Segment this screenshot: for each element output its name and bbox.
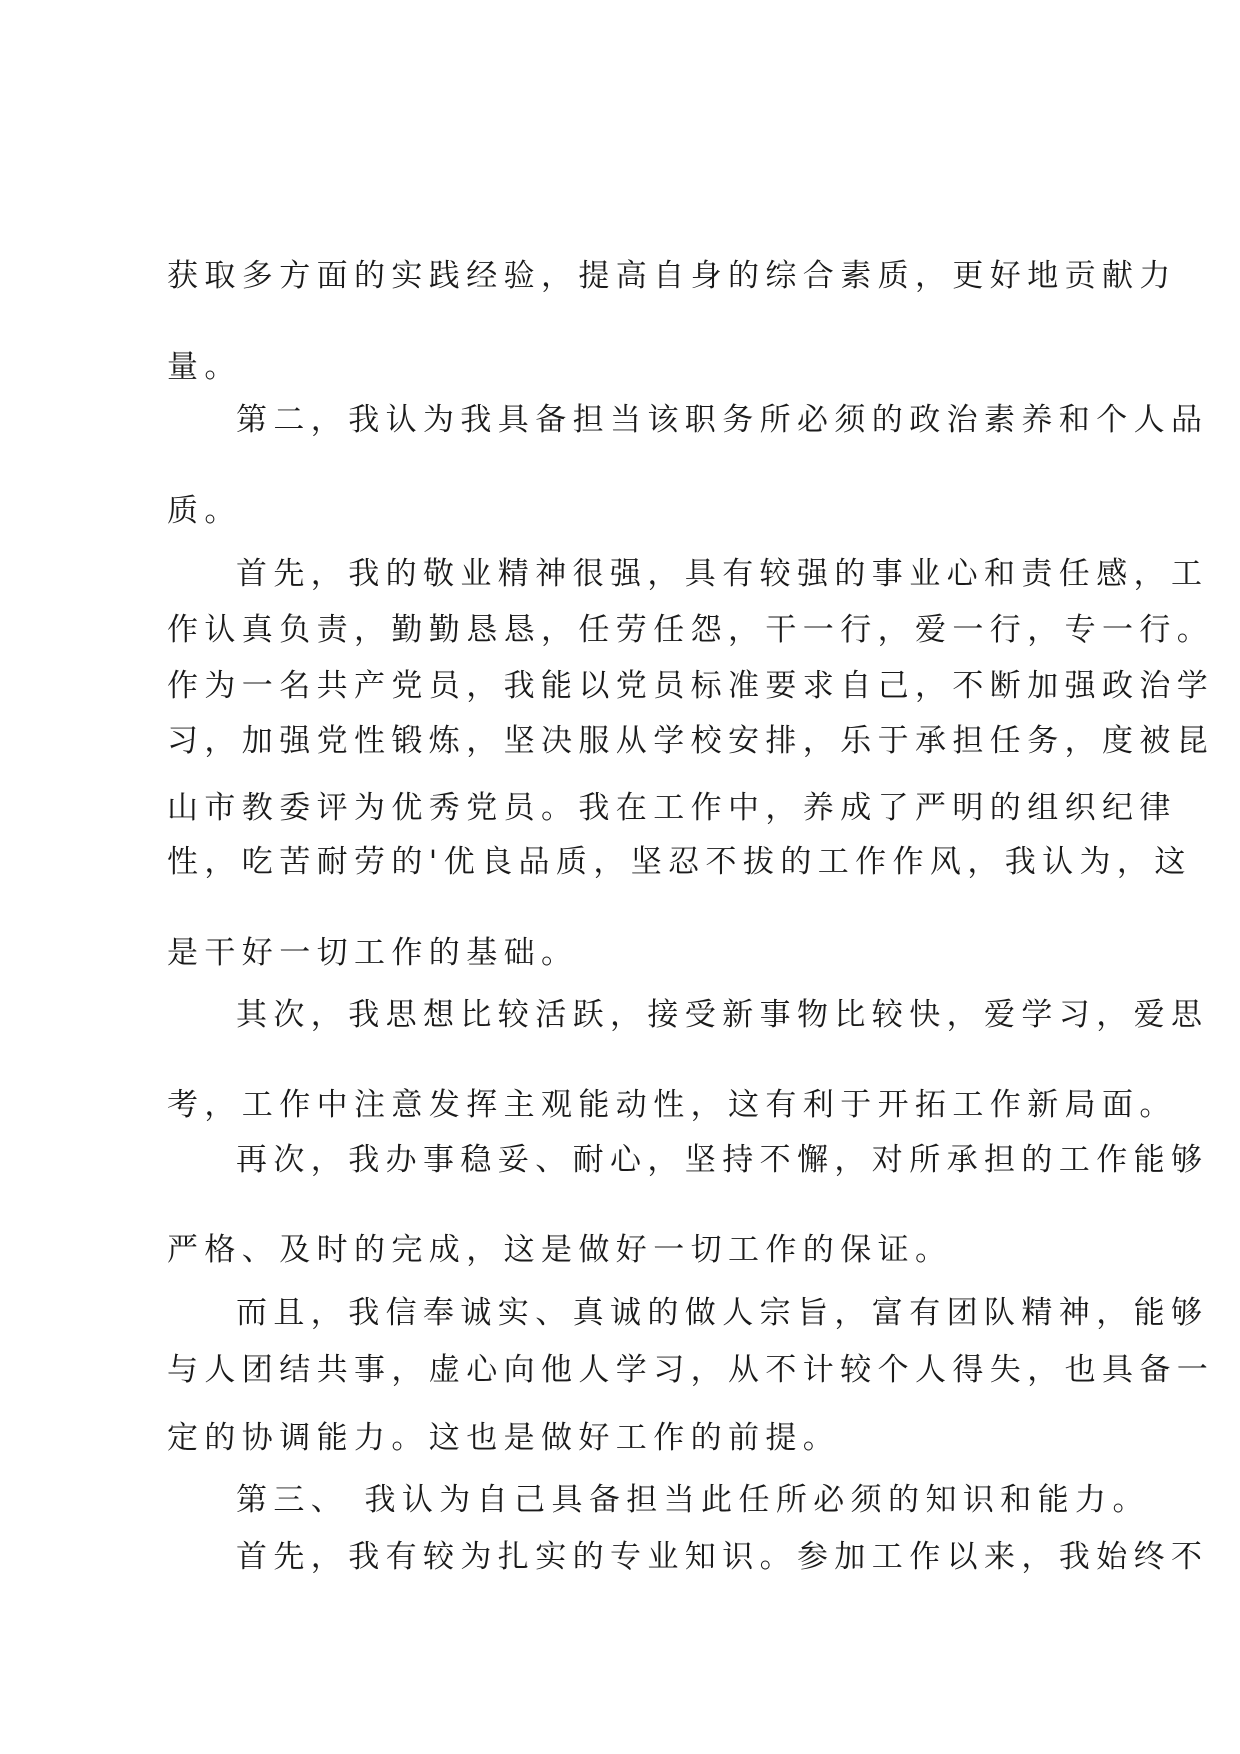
text-line-19: 第三、 我认为自己具备担当此任所必须的知识和能力。: [236, 1482, 1150, 1518]
text-line-20: 首先，我有较为扎实的专业知识。参加工作以来，我始终不: [236, 1539, 1209, 1575]
text-line-11: 是干好一切工作的基础。: [167, 935, 579, 971]
text-line-7: 作为一名共产党员，我能以党员标准要求自己，不断加强政治学: [167, 668, 1215, 704]
text-line-4: 质。: [167, 493, 242, 529]
text-line-3: 第二，我认为我具备担当该职务所必须的政治素养和个人品: [236, 402, 1209, 438]
text-line-10: 性，吃苦耐劳的'优良品质，坚忍不拔的工作作风，我认为，这: [167, 844, 1192, 880]
text-line-14: 再次，我办事稳妥、耐心，坚持不懈，对所承担的工作能够: [236, 1142, 1209, 1178]
text-line-16: 而且，我信奉诚实、真诚的做人宗旨，富有团队精神，能够: [236, 1295, 1209, 1331]
text-line-12: 其次，我思想比较活跃，接受新事物比较快，爱学习，爱思: [236, 997, 1209, 1033]
text-line-5: 首先，我的敬业精神很强，具有较强的事业心和责任感，工: [236, 556, 1209, 592]
text-line-13: 考，工作中注意发挥主观能动性，这有利于开拓工作新局面。: [167, 1087, 1177, 1123]
text-line-15: 严格、及时的完成，这是做好一切工作的保证。: [167, 1232, 953, 1268]
text-line-2: 量。: [167, 349, 242, 385]
text-line-9: 山市教委评为优秀党员。我在工作中，养成了严明的组织纪律: [167, 790, 1177, 826]
text-line-6: 作认真负责，勤勤恳恳，任劳任怨，干一行，爱一行，专一行。: [167, 612, 1215, 648]
text-line-8: 习，加强党性锻炼，坚决服从学校安排，乐于承担任务，度被昆: [167, 723, 1215, 759]
text-line-1: 获取多方面的实践经验，提高自身的综合素质，更好地贡献力: [167, 258, 1177, 294]
text-line-18: 定的协调能力。这也是做好工作的前提。: [167, 1420, 841, 1456]
text-line-17: 与人团结共事，虚心向他人学习，从不计较个人得失，也具备一: [167, 1352, 1215, 1388]
